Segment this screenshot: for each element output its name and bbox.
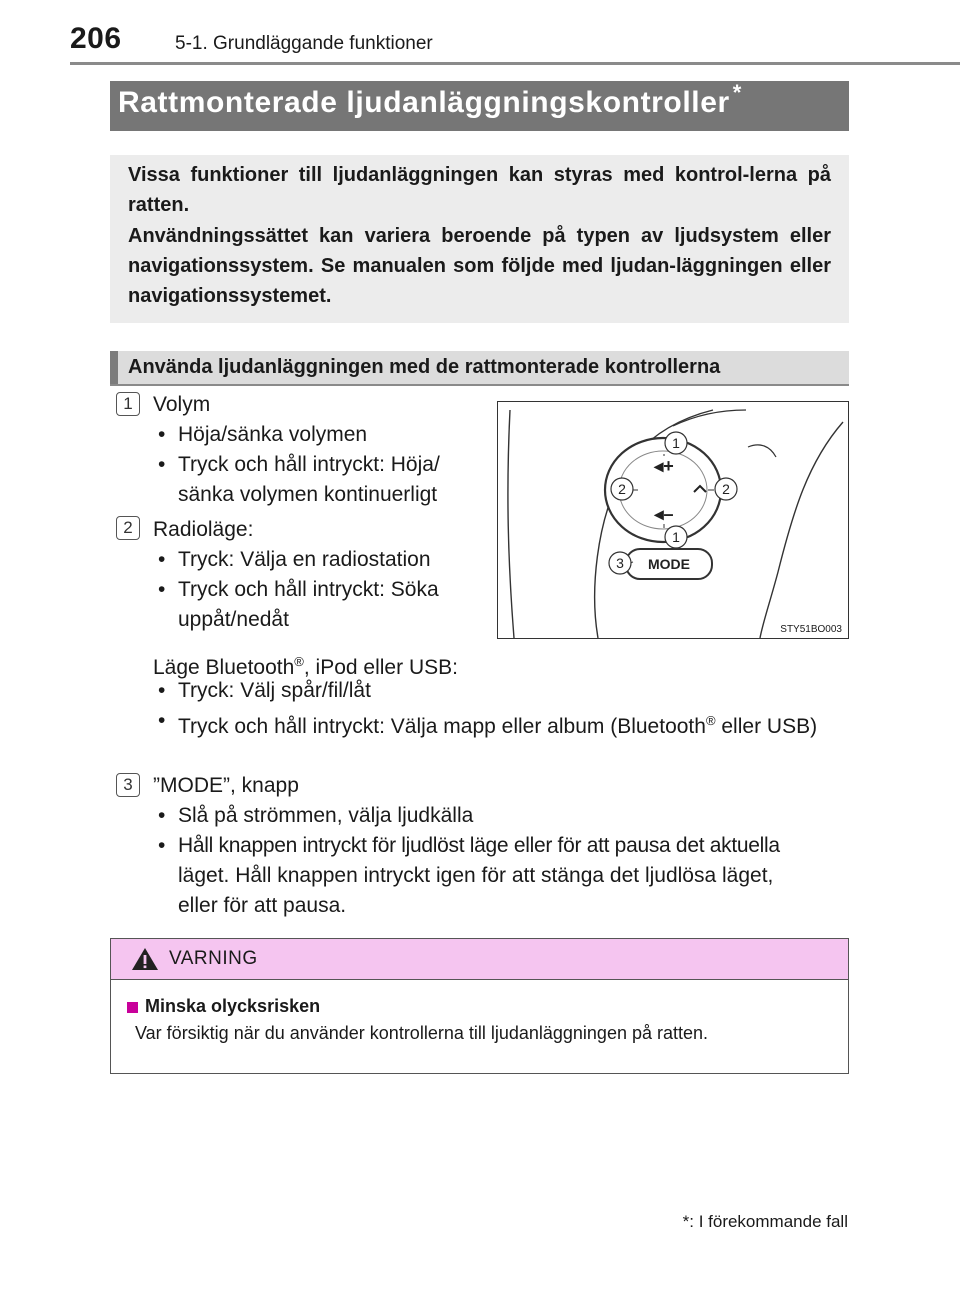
warning-bullet-square [127, 1002, 138, 1013]
warning-body: Var försiktig när du använder kontrollerna till ljudanläggningen på ratten. [135, 1023, 709, 1043]
item-title-volume: Volym [153, 393, 211, 416]
bullet: • [158, 709, 166, 732]
svg-text:◂–: ◂– [654, 504, 674, 524]
intro-box [110, 155, 849, 323]
mode-bullet-2-line-3: eller för att pausa. [178, 894, 347, 917]
warning-header [111, 939, 848, 980]
bullet: • [158, 804, 166, 827]
mode-bullet-2-line-1: Håll knappen intryckt för ljudlöst läge eller för att pausa det aktuella [178, 834, 780, 857]
warning-box [110, 938, 849, 1074]
page-number: 206 [70, 22, 122, 55]
bullet: • [158, 453, 166, 476]
callout-2-right: 2 [722, 481, 730, 497]
item-number-badge: 2 [116, 516, 140, 540]
page-header [70, 22, 890, 62]
callout-3: 3 [616, 555, 624, 571]
bullet: • [158, 834, 166, 857]
bt-title: Läge Bluetooth®, iPod eller USB: [153, 654, 458, 679]
steering-controls-figure [497, 401, 849, 639]
bullet: • [158, 578, 166, 601]
mode-button-label: MODE [648, 556, 690, 572]
footnote [683, 1212, 848, 1232]
item-number-badge: 1 [116, 392, 140, 416]
footnote-asterisk: * [682, 1212, 690, 1231]
volume-bullet-2-line-2: sänka volymen kontinuerligt [178, 483, 438, 506]
warning-subtitle: Minska olycksrisken [145, 996, 321, 1016]
volume-bullet-2-line-1: Tryck och håll intryckt: Höja/ [178, 453, 440, 476]
intro-paragraph-1: Vissa funktioner till ljudanläggningen kan styras med kontrol-lerna på ratten. [128, 164, 831, 216]
radio-bullet-2-line-1: Tryck och håll intryckt: Söka [178, 578, 439, 601]
figure-code: STY51BO003 [780, 624, 842, 635]
subheading [110, 351, 849, 385]
header-rule [70, 62, 960, 65]
volume-bullet-1: Höja/sänka volymen [178, 423, 368, 446]
item-number-badge: 3 [116, 773, 140, 797]
title-asterisk: * [732, 80, 742, 105]
bullet: • [158, 548, 166, 571]
bt-bullet-1: Tryck: Välj spår/fil/låt [178, 679, 371, 702]
radio-bullet-1: Tryck: Välja en radiostation [178, 548, 431, 571]
title-bar [110, 81, 849, 131]
bullet: • [158, 679, 166, 702]
warning-title: VARNING [169, 948, 258, 969]
subheading-rule [110, 384, 849, 386]
radio-bullet-2-line-2: uppåt/nedåt [178, 608, 289, 631]
steering-wheel-illustration [498, 402, 848, 638]
footnote-text: : I förekommande fall [689, 1212, 848, 1231]
callout-1-bottom: 1 [672, 529, 680, 545]
mode-bullet-2-line-2: läget. Håll knappen intryckt igen för att stänga det ljudlösa läget, [178, 864, 774, 887]
subheading-bar [110, 351, 118, 385]
section-label: 5-1. Grundläggande funktioner [175, 33, 433, 54]
item-title-radio: Radioläge: [153, 518, 254, 541]
bullet: • [158, 423, 166, 446]
page-title [118, 80, 742, 120]
svg-text:◂+: ◂+ [654, 456, 674, 476]
warning-triangle-icon [131, 947, 159, 971]
callout-2-left: 2 [618, 481, 626, 497]
mode-bullet-1: Slå på strömmen, välja ljudkälla [178, 804, 474, 827]
bt-bullet-2: Tryck och håll intryckt: Välja mapp eller album (Bluetooth® eller USB) [178, 713, 818, 738]
item-title-mode: ”MODE”, knapp [153, 774, 299, 797]
callout-1-top: 1 [672, 435, 680, 451]
intro-paragraph-2: Användningssättet kan variera beroende på typen av ljudsystem eller navigationssystem. Se manualen som följde med ljudan-läggningen eller navigationssystemet. [128, 225, 831, 307]
subheading-text: Använda ljudanläggningen med de rattmonterade kontrollerna [128, 356, 721, 378]
page-title-text: Rattmonterade ljudanläggningskontroller [118, 86, 730, 119]
